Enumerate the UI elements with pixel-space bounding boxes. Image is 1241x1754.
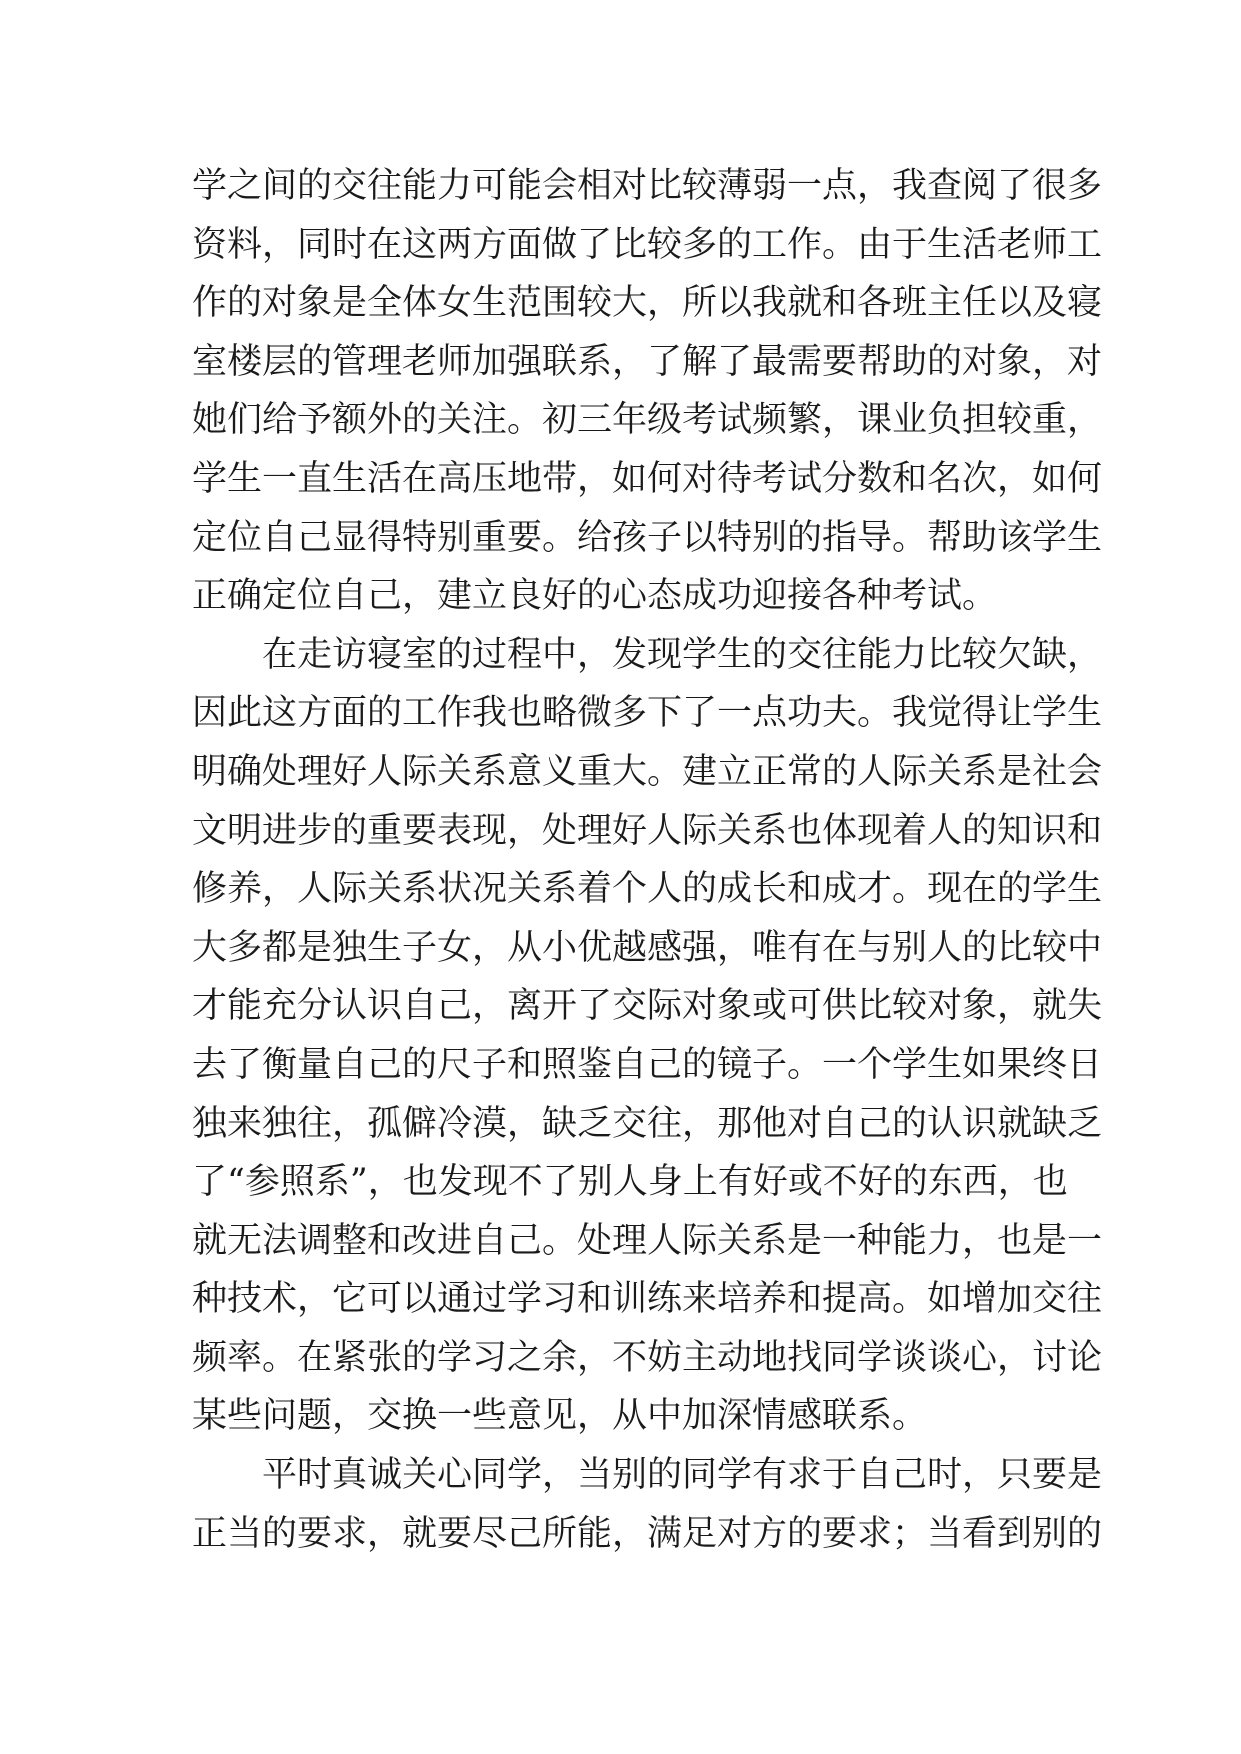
paragraph-2 [192,626,1103,1446]
text-line: 才能充分认识自己，离开了交际对象或可供比较对象，就失 [192,986,1103,1027]
text-line: 正确定位自己，建立良好的心态成功迎接各种考试。 [192,576,998,617]
text-line: 学之间的交往能力可能会相对比较薄弱一点，我查阅了很多 [192,166,1103,206]
text-line: 修养，人际关系状况关系着个人的成长和成才。现在的学生 [192,869,1103,910]
text-line: 室楼层的管理老师加强联系，了解了最需要帮助的对象，对 [192,341,1103,382]
text-line: 大多都是独生子女，从小优越感强，唯有在与别人的比较中 [192,927,1103,968]
text-line: 定位自己显得特别重要。给孩子以特别的指导。帮助该学生 [192,517,1103,558]
document-body [192,157,1103,1563]
paragraph-1 [192,157,1103,626]
text-line: 文明进步的重要表现，处理好人际关系也体现着人的知识和 [192,810,1103,851]
text-line: 明确处理好人际关系意义重大。建立正常的人际关系是社会 [192,751,1103,792]
text-line: 作的对象是全体女生范围较大，所以我就和各班主任以及寝 [192,283,1103,324]
paragraph-3 [192,1446,1103,1563]
text-line: 她们给予额外的关注。初三年级考试频繁，课业负担较重， [192,400,1103,441]
text-line: 平时真诚关心同学，当别的同学有求于自己时，只要是 [262,1455,1103,1496]
text-line: 学生一直生活在高压地带，如何对待考试分数和名次，如何 [192,458,1103,499]
text-line: 因此这方面的工作我也略微多下了一点功夫。我觉得让学生 [192,693,1103,734]
text-line: 了“参照系”，也发现不了别人身上有好或不好的东西，也 [192,1162,1068,1203]
text-line: 种技术，它可以通过学习和训练来培养和提高。如增加交往 [192,1279,1103,1320]
text-line: 在走访寝室的过程中，发现学生的交往能力比较欠缺， [262,634,1103,675]
text-line: 某些问题，交换一些意见，从中加深情感联系。 [192,1396,928,1437]
text-line: 正当的要求，就要尽己所能，满足对方的要求；当看到别的 [192,1513,1103,1554]
text-line: 去了衡量自己的尺子和照鉴自己的镜子。一个学生如果终日 [192,1044,1103,1085]
text-line: 就无法调整和改进自己。处理人际关系是一种能力，也是一 [192,1220,1103,1261]
text-line: 资料，同时在这两方面做了比较多的工作。由于生活老师工 [192,224,1103,265]
text-line: 独来独往，孤僻冷漠，缺乏交往，那他对自己的认识就缺乏 [192,1103,1103,1144]
text-line: 频率。在紧张的学习之余，不妨主动地找同学谈谈心，讨论 [192,1337,1103,1378]
